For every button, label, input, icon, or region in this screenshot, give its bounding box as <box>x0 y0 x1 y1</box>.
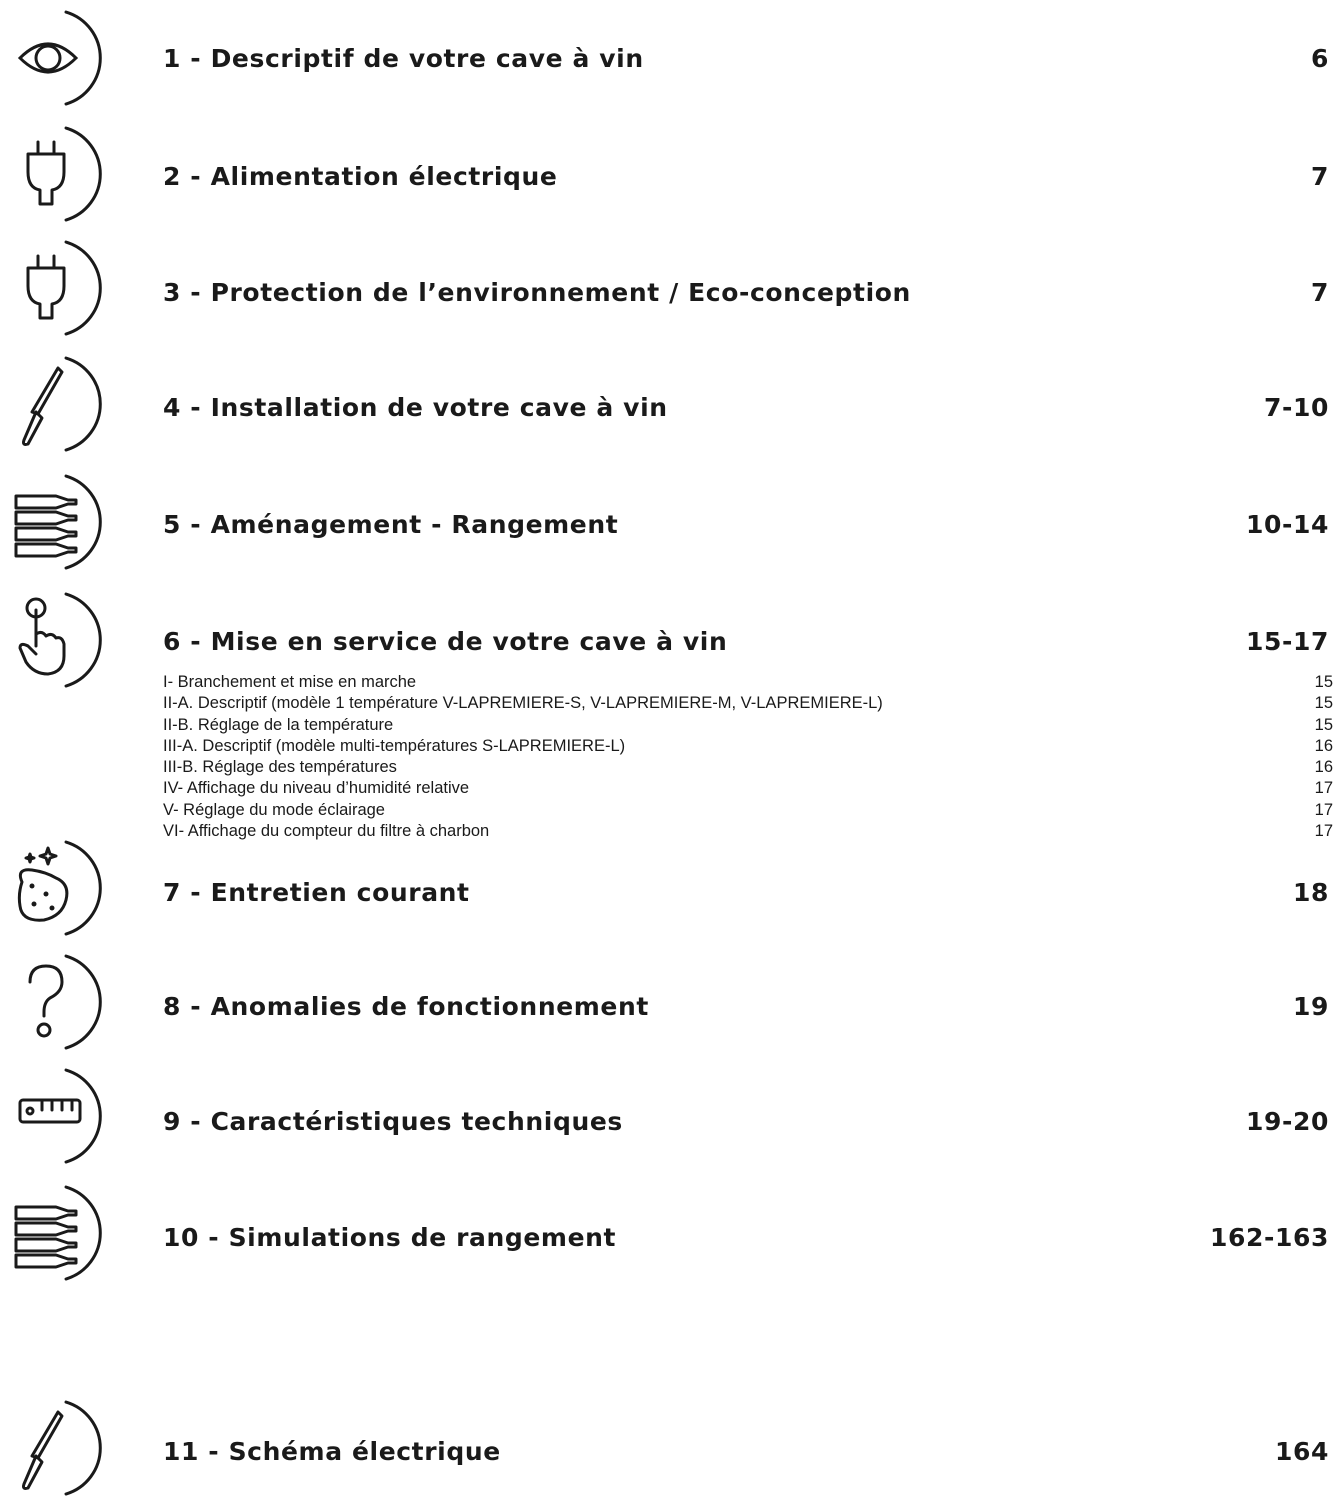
subsection-item[interactable] <box>163 672 1333 693</box>
subsection-page: 16 <box>1314 736 1333 755</box>
toc-entry-title[interactable]: 5 - Aménagement - Rangement <box>163 510 619 539</box>
bottles-rack-icon <box>6 472 106 572</box>
bottles-rack-icon <box>6 1183 106 1283</box>
toc-entry-title[interactable]: 9 - Caractéristiques techniques <box>163 1107 623 1136</box>
subsection-item[interactable] <box>163 778 1333 799</box>
subsection-page: 15 <box>1314 694 1333 713</box>
toc-entry-title[interactable]: 3 - Protection de l’environnement / Eco-conception <box>163 278 911 307</box>
subsection-page: 15 <box>1314 715 1333 734</box>
toc-entry-page: 19-20 <box>1246 1107 1329 1136</box>
toc-entry-title[interactable]: 7 - Entretien courant <box>163 878 470 907</box>
question-icon <box>6 952 106 1052</box>
screwdriver-icon <box>6 1398 106 1498</box>
toc-entry-page: 7 <box>1311 278 1329 307</box>
subsection-title[interactable]: II-B. Réglage de la température <box>163 715 394 734</box>
ruler-icon <box>6 1066 106 1166</box>
toc-entry-title[interactable]: 10 - Simulations de rangement <box>163 1223 617 1252</box>
toc-entry-title[interactable]: 4 - Installation de votre cave à vin <box>163 393 668 422</box>
subsection-title[interactable]: IV- Affichage du niveau d’humidité relative <box>163 779 470 798</box>
subsection-page: 15 <box>1314 673 1333 691</box>
toc-entry-page: 164 <box>1275 1437 1329 1466</box>
toc-entry-page: 15-17 <box>1246 627 1329 656</box>
toc-entry-title[interactable]: 6 - Mise en service de votre cave à vin <box>163 627 728 656</box>
toc-entry-page: 18 <box>1293 878 1329 907</box>
subsection-list <box>163 672 1333 842</box>
plug-icon <box>6 238 106 338</box>
subsection-item[interactable] <box>163 715 1333 736</box>
subsection-page: 17 <box>1314 822 1333 841</box>
toc-entry-title[interactable]: 8 - Anomalies de fonctionnement <box>163 992 649 1021</box>
subsection-title[interactable]: V- Réglage du mode éclairage <box>163 800 385 819</box>
plug-icon <box>6 124 106 224</box>
subsection-title[interactable]: I- Branchement et mise en marche <box>163 673 417 691</box>
subsection-item[interactable] <box>163 736 1333 757</box>
subsection-item[interactable] <box>163 800 1333 821</box>
sponge-sparkle-icon <box>6 838 106 938</box>
subsection-item[interactable] <box>163 693 1333 714</box>
subsection-page: 17 <box>1314 779 1333 798</box>
toc-entry-title[interactable]: 1 - Descriptif de votre cave à vin <box>163 44 644 73</box>
toc-entry-title[interactable]: 11 - Schéma électrique <box>163 1437 501 1466</box>
subsection-item[interactable] <box>163 757 1333 778</box>
subsection-title[interactable]: III-B. Réglage des températures <box>163 758 397 777</box>
toc-entry-page: 7 <box>1311 162 1329 191</box>
screwdriver-icon <box>6 354 106 454</box>
subsection-title[interactable]: II-A. Descriptif (modèle 1 température V-LAPREMIERE-S, V-LAPREMIERE-M, V-LAPREMIERE-L) <box>163 694 883 713</box>
toc-entry-page: 6 <box>1311 44 1329 73</box>
subsection-title[interactable]: VI- Affichage du compteur du filtre à charbon <box>163 822 490 841</box>
subsection-page: 16 <box>1314 758 1333 777</box>
toc-entry-page: 10-14 <box>1246 510 1329 539</box>
subsection-item[interactable] <box>163 821 1333 842</box>
toc-entry-page: 19 <box>1293 992 1329 1021</box>
touch-hand-icon <box>6 590 106 690</box>
toc-entry-page: 162-163 <box>1210 1223 1329 1252</box>
subsection-title[interactable]: III-A. Descriptif (modèle multi-températures S-LAPREMIERE-L) <box>163 736 626 755</box>
toc-entry-page: 7-10 <box>1264 393 1329 422</box>
eye-icon <box>6 8 106 108</box>
toc-entry-title[interactable]: 2 - Alimentation électrique <box>163 162 558 191</box>
subsection-page: 17 <box>1314 800 1333 819</box>
